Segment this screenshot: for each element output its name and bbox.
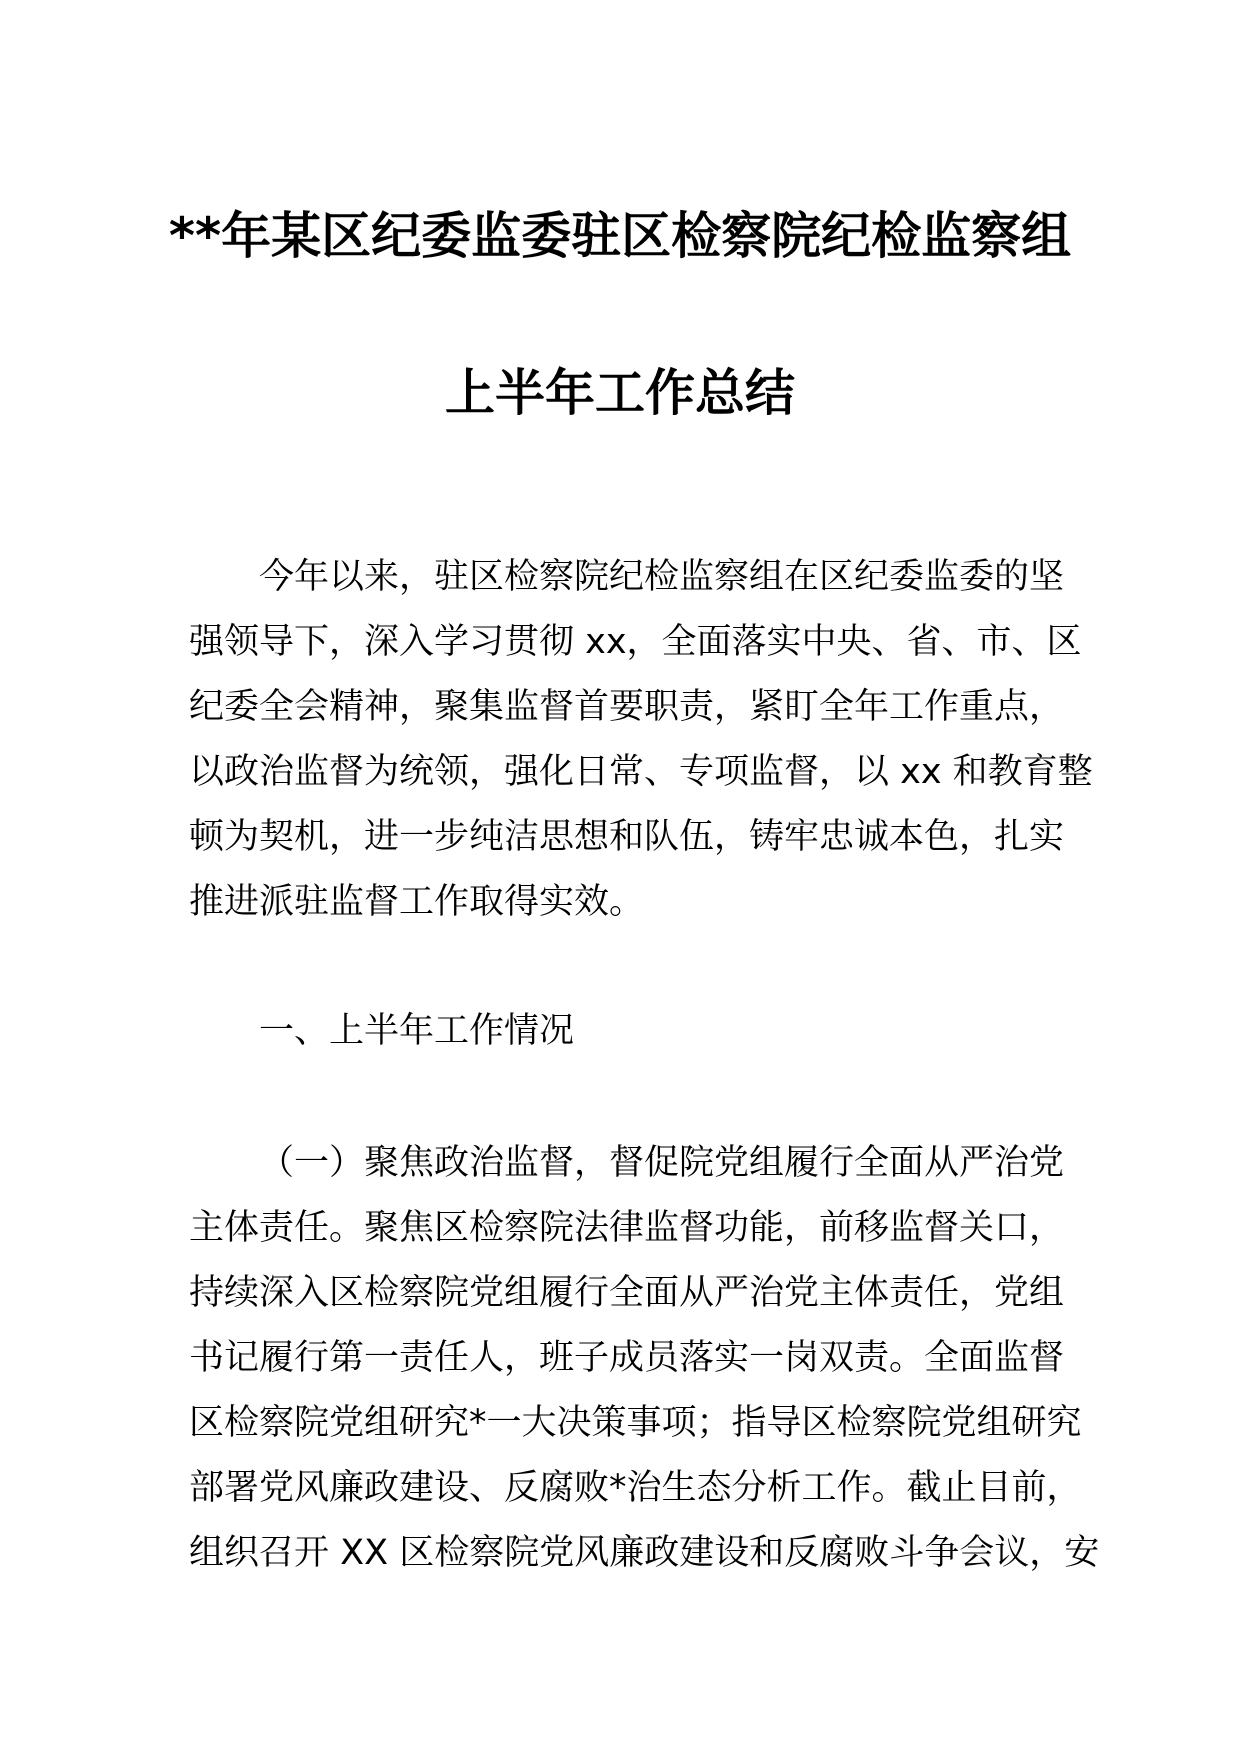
paragraph-line: 顿为契机，进一步纯洁思想和队伍，铸牢忠诚本色，扎实 — [189, 817, 1065, 857]
section-heading: 一、上半年工作情况 — [259, 1011, 575, 1051]
paragraph-line: 主体责任。聚焦区检察院法律监督功能，前移监督关口， — [189, 1208, 1065, 1248]
document-title: **年某区纪委监委驻区检察院纪检监察组 — [168, 207, 1072, 265]
paragraph-line: 书记履行第一责任人，班子成员落实一岗双责。全面监督 — [189, 1338, 1065, 1378]
paragraph-line: 今年以来，驻区检察院纪检监察组在区纪委监委的坚 — [259, 557, 1065, 597]
document-subtitle: 上半年工作总结 — [445, 364, 795, 422]
paragraph-line: 部署党风廉政建设、反腐败*治生态分析工作。截止目前， — [189, 1468, 1082, 1508]
paragraph-line: 区检察院党组研究*一大决策事项；指导区检察院党组研究 — [189, 1403, 1082, 1443]
paragraph-line: 持续深入区检察院党组履行全面从严治党主体责任，党组 — [189, 1273, 1065, 1313]
paragraph-line: （一）聚焦政治监督，督促院党组履行全面从严治党 — [259, 1143, 1065, 1183]
paragraph-line: 以政治监督为统领，强化日常、专项监督，以 xx 和教育整 — [189, 752, 1093, 792]
paragraph-line: 推进派驻监督工作取得实效。 — [189, 882, 645, 922]
paragraph-line: 强领导下，深入学习贯彻 xx，全面落实中央、省、市、区 — [189, 622, 1082, 662]
paragraph-line: 组织召开 XX 区检察院党风廉政建设和反腐败斗争会议，安 — [189, 1533, 1100, 1573]
paragraph-line: 纪委全会精神，聚集监督首要职责，紧盯全年工作重点， — [189, 687, 1065, 727]
